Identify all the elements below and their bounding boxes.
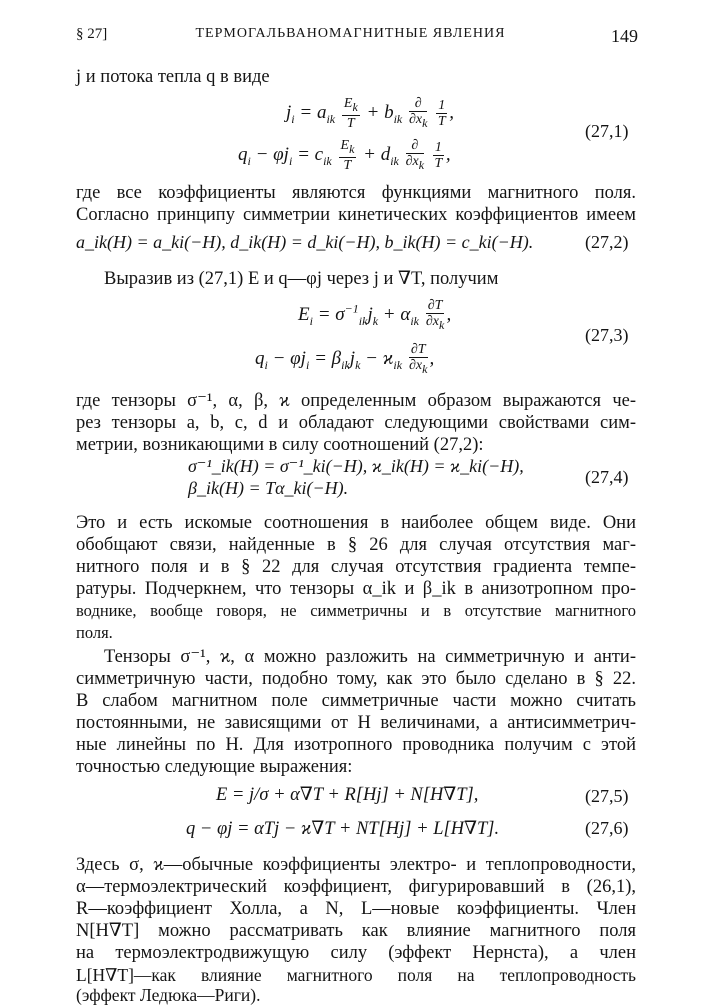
equation-27-4a: σ⁻¹_ik(H) = σ⁻¹_ki(−H), ϰ_ik(H) = ϰ_ki(−H), [188, 456, 524, 476]
text-line: α—термоэлектрический коэффициент, фигурировавший в (26,1), [76, 877, 636, 897]
text-line: Это и есть искомые соотношения в наиболее общем виде. Они [76, 513, 636, 533]
text-line: R—коэффициент Холла, а N, L—новые коэффициенты. Член [76, 899, 636, 919]
text-line: Тензоры σ⁻¹, ϰ, α можно разложить на симметричную и анти- [104, 647, 636, 667]
equation-number: (27,4) [585, 467, 629, 487]
equation-number: (27,1) [585, 121, 629, 141]
text-line: Согласно принципу симметрии кинетических коэффициентов имеем [76, 205, 636, 225]
text-line: В слабом магнитном поле симметричные части можно считать [76, 691, 636, 711]
text-line: где тензоры σ⁻¹, α, β, ϰ определенным образом выражаются че- [76, 391, 636, 411]
equation-27-4b: β_ik(H) = Tα_ki(−H). [188, 478, 349, 498]
equation-27-2: a_ik(H) = a_ki(−H), d_ik(H) = d_ki(−H), b_ik(H) = c_ki(−H). [76, 232, 534, 252]
equation-number: (27,6) [585, 818, 629, 838]
page-number: 149 [611, 26, 638, 46]
text-line: метрии, возникающими в силу соотношений (27,2): [76, 435, 484, 455]
text-line: ные линейны по H. Для изотропного проводника получим с этой [76, 735, 636, 755]
text-line: ратуры. Подчеркнем, что тензоры α_ik и β_ik в анизотропном про- [76, 579, 636, 599]
text-line: поля. [76, 623, 113, 642]
text-line: (эффект Ледюка—Риги). [76, 985, 261, 1005]
text-line: j и потока тепла q в виде [76, 67, 270, 87]
text-line: симметричную части, подобно тому, как это было сделано в § 22. [76, 669, 636, 689]
running-title: ТЕРМОГАЛЬВАНОМАГНИТНЫЕ ЯВЛЕНИЯ [195, 26, 506, 41]
text-line: постоянными, не зависящими от H величинами, а антисимметрич- [76, 713, 636, 733]
equation-27-3b: $q_i - \varphi j_i = \beta_{ik}j_k - ϰ_{ik}$ $\frac{\partial T}{\partial x_k}$ , [255, 342, 435, 376]
section-ref: § 27] [76, 26, 108, 42]
text-line: L[H∇T]—как влияние магнитного поля на теплопроводность [76, 965, 636, 985]
text-line: точностью следующие выражения: [76, 757, 353, 777]
text-line: Выразив из (27,1) E и q—φj через j и ∇T, получим [104, 269, 499, 289]
text-line: N[H∇T] можно рассматривать как влияние магнитного поля [76, 921, 636, 941]
text-line: где все коэффициенты являются функциями магнитного поля. [76, 183, 636, 203]
text-line: рез тензоры a, b, c, d и обладают следующими свойствами сим- [76, 413, 636, 433]
text-line: воднике, вообще говоря, не симметричны и в отсутствие магнитного [76, 601, 636, 620]
equation-27-5: E = j/σ + α∇T + R[Hj] + N[H∇T], [216, 785, 479, 805]
text-line: обобщают связи, найденные в § 26 для случая отсутствия маг- [76, 535, 636, 555]
equation-27-6: q − φj = αTj − ϰ∇T + NT[Hj] + L[H∇T]. [186, 819, 500, 839]
equation-number: (27,3) [585, 325, 629, 345]
equation-number: (27,2) [585, 232, 629, 252]
text-line: на термоэлектродвижущую силу (эффект Нернста), а член [76, 943, 636, 963]
equation-27-1b: $q_i - \varphi j_i = c_{ik}$ $\frac{E_k}{T}$ + $d_{ik}$ $\frac{\partial}{\partial x_k}$ $\frac{1}{T}$ , [238, 138, 451, 173]
equation-27-3a: $E_i = \sigma^{-1}_{ik}j_k + \alpha_{ik}$ $\frac{\partial T}{\partial x_k}$ , [298, 298, 452, 332]
equation-27-1a: $j_i = a_{ik}$ $\frac{E_k}{T}$ + $b_{ik}$ $\frac{\partial}{\partial x_k}$ $\frac{1}{T}$ , [286, 96, 454, 131]
text-line: Здесь σ, ϰ—обычные коэффициенты электро- и теплопроводности, [76, 855, 636, 875]
equation-number: (27,5) [585, 786, 629, 806]
text-line: нитного поля и в § 22 для случая отсутствия градиента темпе- [76, 557, 636, 577]
